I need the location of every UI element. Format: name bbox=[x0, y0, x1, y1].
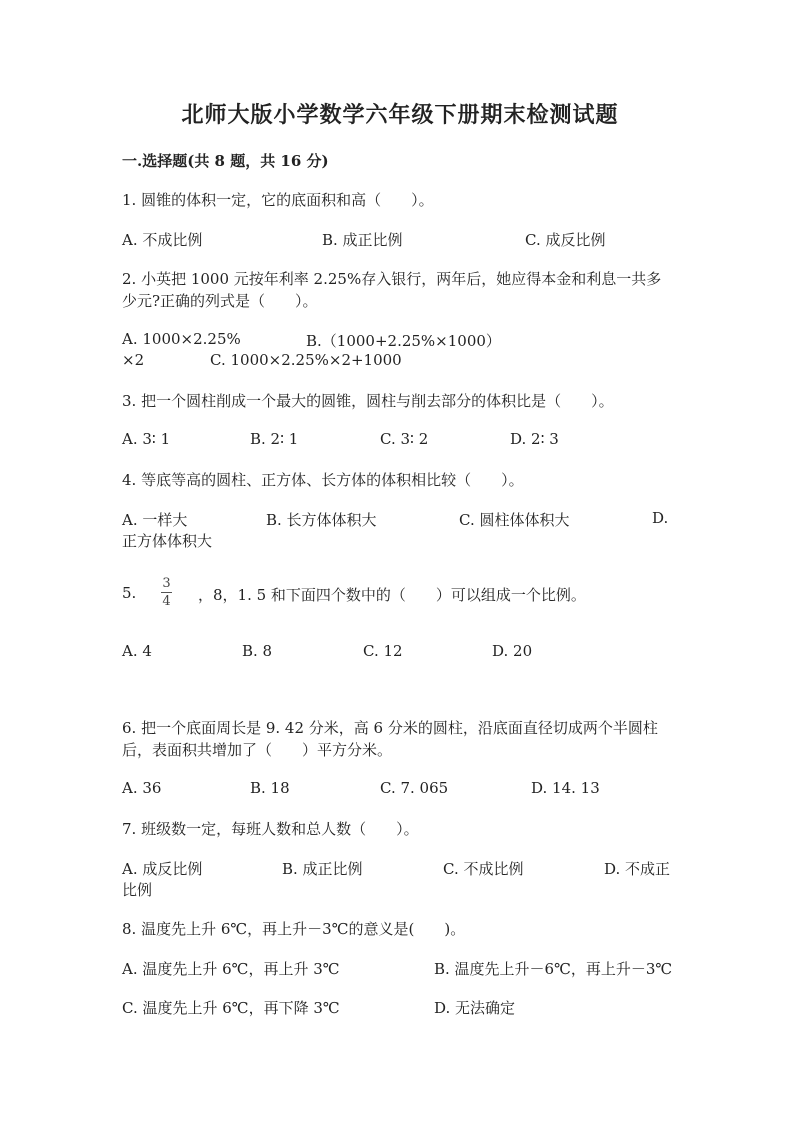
question-5-option-a: A. 4 bbox=[122, 642, 152, 660]
question-4-option-c: C. 圆柱体体积大 bbox=[459, 511, 570, 529]
question-5-fraction bbox=[161, 576, 172, 609]
question-7-option-a: A. 成反比例 bbox=[122, 860, 203, 878]
question-3-option-b: B. 2∶ 1 bbox=[250, 430, 299, 448]
fraction-bar bbox=[161, 592, 172, 593]
question-5-stem: ，8，1. 5 和下面四个数中的（ ）可以组成一个比例。 bbox=[198, 586, 586, 604]
question-3-option-c: C. 3∶ 2 bbox=[380, 430, 429, 448]
question-4-stem: 4. 等底等高的圆柱、正方体、长方体的体积相比较（ ）。 bbox=[122, 471, 524, 489]
page-title: 北师大版小学数学六年级下册期末检测试题 bbox=[181, 102, 619, 128]
question-6-option-d: D. 14. 13 bbox=[531, 779, 600, 797]
question-7-option-c: C. 不成比例 bbox=[443, 860, 524, 878]
question-8-option-a: A. 温度先上升 6℃，再上升 3℃ bbox=[122, 960, 340, 978]
question-8-stem: 8. 温度先上升 6℃，再上升－3℃的意义是( )。 bbox=[122, 920, 466, 938]
question-8-option-b: B. 温度先上升－6℃，再上升－3℃ bbox=[434, 960, 673, 978]
question-3-option-a: A. 3∶ 1 bbox=[122, 430, 171, 448]
fraction-denominator: 4 bbox=[162, 594, 171, 609]
question-1-option-a: A. 不成比例 bbox=[122, 231, 203, 249]
question-6-option-c: C. 7. 065 bbox=[380, 779, 449, 797]
fraction-numerator: 3 bbox=[162, 576, 171, 591]
question-6-stem-line-1: 6. 把一个底面周长是 9. 42 分米，高 6 分米的圆柱，沿底面直径切成两个半圆柱 bbox=[122, 719, 658, 737]
question-5-option-b: B. 8 bbox=[242, 642, 273, 660]
question-4-option-b: B. 长方体体积大 bbox=[266, 511, 377, 529]
question-8-option-c: C. 温度先上升 6℃，再下降 3℃ bbox=[122, 999, 340, 1017]
section-heading: 一.选择题(共 8 题，共 16 分) bbox=[122, 152, 329, 170]
question-4-option-a: A. 一样大 bbox=[122, 511, 188, 529]
question-2-option-b-continued: ×2 bbox=[122, 351, 145, 369]
question-2-option-b: B.（1000+2.25%×1000） bbox=[306, 332, 501, 350]
question-7-option-d-continued: 比例 bbox=[122, 881, 153, 899]
question-7-option-d: D. 不成正 bbox=[604, 860, 671, 878]
question-2-option-c: C. 1000×2.25%×2+1000 bbox=[210, 351, 402, 369]
question-1-option-b: B. 成正比例 bbox=[322, 231, 403, 249]
question-2-stem-line-2: 少元?正确的列式是（ ）。 bbox=[122, 292, 318, 310]
question-2-stem-line-1: 2. 小英把 1000 元按年利率 2.25%存入银行，两年后，她应得本金和利息一共多 bbox=[122, 270, 662, 288]
question-5-option-c: C. 12 bbox=[363, 642, 403, 660]
question-3-option-d: D. 2∶ 3 bbox=[510, 430, 559, 448]
question-1-stem: 1. 圆锥的体积一定，它的底面积和高（ ）。 bbox=[122, 191, 434, 209]
question-7-stem: 7. 班级数一定，每班人数和总人数（ ）。 bbox=[122, 820, 419, 838]
question-4-option-d: D. bbox=[652, 509, 669, 527]
question-6-stem-line-2: 后，表面积共增加了（ ）平方分米。 bbox=[122, 741, 393, 759]
question-6-option-b: B. 18 bbox=[250, 779, 290, 797]
question-2-option-a: A. 1000×2.25% bbox=[122, 330, 241, 348]
question-7-option-b: B. 成正比例 bbox=[282, 860, 363, 878]
question-5-number: 5. bbox=[122, 584, 137, 602]
question-6-option-a: A. 36 bbox=[122, 779, 162, 797]
question-8-option-d: D. 无法确定 bbox=[434, 999, 516, 1017]
question-5-option-d: D. 20 bbox=[492, 642, 533, 660]
question-3-stem: 3. 把一个圆柱削成一个最大的圆锥，圆柱与削去部分的体积比是（ ）。 bbox=[122, 392, 614, 410]
question-4-option-d-continued: 正方体体积大 bbox=[122, 532, 213, 550]
question-1-option-c: C. 成反比例 bbox=[525, 231, 606, 249]
